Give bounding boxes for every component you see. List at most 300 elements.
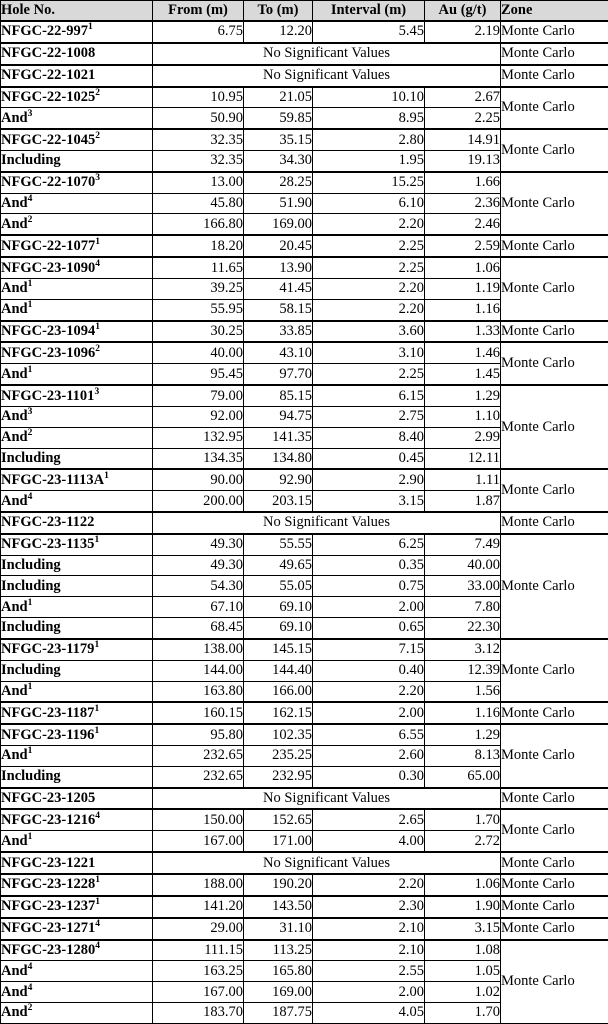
to-cell: 94.75 — [244, 406, 313, 427]
footnote-superscript: 1 — [27, 746, 33, 757]
footnote-superscript: 1 — [95, 875, 100, 886]
header-from: From (m) — [153, 1, 244, 22]
to-cell: 69.10 — [244, 597, 313, 618]
table-row — [1, 534, 608, 555]
hole-id-cell: And$^2$ — [1, 427, 153, 448]
footnote-superscript: 2 — [27, 1003, 33, 1014]
footnote-superscript: 2 — [27, 215, 33, 226]
no-significant-values-cell: No Significant Values — [153, 512, 501, 534]
hole-id-cell: NFGC-23-1205 — [1, 788, 153, 810]
footnote-superscript: 2 — [27, 428, 33, 439]
interval-cell: 3.60 — [313, 321, 425, 343]
footnote-superscript: 1 — [27, 300, 33, 311]
from-cell: 49.30 — [153, 534, 244, 555]
from-cell: 40.00 — [153, 342, 244, 363]
from-cell: 32.35 — [153, 129, 244, 150]
table-row — [1, 342, 608, 363]
to-cell: 13.90 — [244, 257, 313, 278]
au-grade-cell: 22.30 — [425, 618, 501, 639]
au-grade-cell: 1.87 — [425, 491, 501, 512]
hole-id-cell: And$^1$ — [1, 831, 153, 852]
au-grade-cell: 1.29 — [425, 385, 501, 406]
hole-id-cell: NFGC-22-1077$^1$ — [1, 235, 153, 257]
footnote-superscript: 4 — [95, 258, 100, 269]
table-row — [1, 87, 608, 108]
hole-id-cell: NFGC-23-1135$^1$ — [1, 534, 153, 555]
au-grade-cell: 1.45 — [425, 364, 501, 385]
from-cell: 163.25 — [153, 961, 244, 982]
au-grade-cell: 7.49 — [425, 534, 501, 555]
from-cell: 18.20 — [153, 235, 244, 257]
au-grade-cell: 1.16 — [425, 702, 501, 724]
from-cell: 166.80 — [153, 214, 244, 235]
zone-cell: Monte Carlo — [501, 896, 608, 918]
to-cell: 58.15 — [244, 299, 313, 320]
au-grade-cell: 1.11 — [425, 469, 501, 490]
footnote-superscript: 1 — [27, 831, 33, 842]
au-grade-cell: 1.16 — [425, 299, 501, 320]
footnote-superscript: 1 — [94, 535, 100, 546]
from-cell: 150.00 — [153, 809, 244, 830]
zone-cell: Monte Carlo — [501, 129, 608, 172]
interval-cell: 2.20 — [313, 214, 425, 235]
hole-id-cell: NFGC-23-1094$^1$ — [1, 321, 153, 343]
to-cell: 102.35 — [244, 724, 313, 745]
au-grade-cell: 1.70 — [425, 809, 501, 830]
to-cell: 55.05 — [244, 576, 313, 597]
hole-id-cell: Including — [1, 766, 153, 787]
hole-id-cell: NFGC-22-1008 — [1, 43, 153, 65]
from-cell: 11.65 — [153, 257, 244, 278]
interval-cell: 0.65 — [313, 618, 425, 639]
to-cell: 85.15 — [244, 385, 313, 406]
from-cell: 200.00 — [153, 491, 244, 512]
hole-id-cell: NFGC-23-1237$^1$ — [1, 896, 153, 918]
hole-id-cell: And$^4$ — [1, 961, 153, 982]
hole-id-cell: NFGC-$22-997^1$ — [1, 21, 153, 43]
footnote-superscript: 2 — [95, 344, 100, 355]
interval-cell: 8.95 — [313, 108, 425, 129]
au-grade-cell: 1.46 — [425, 342, 501, 363]
to-cell: 235.25 — [244, 746, 313, 767]
footnote-superscript: 1 — [88, 22, 93, 33]
from-cell: 54.30 — [153, 576, 244, 597]
table-row — [1, 512, 608, 534]
to-cell: 190.20 — [244, 874, 313, 896]
table-header — [1, 1, 608, 22]
to-cell: 92.90 — [244, 469, 313, 490]
interval-cell: 6.25 — [313, 534, 425, 555]
table-row — [1, 896, 608, 918]
from-cell: 92.00 — [153, 406, 244, 427]
hole-id-cell: NFGC-23-1221 — [1, 852, 153, 874]
zone-cell: Monte Carlo — [501, 21, 608, 43]
zone-cell: Monte Carlo — [501, 512, 608, 534]
no-significant-values-cell: No Significant Values — [153, 43, 501, 65]
table-row — [1, 65, 608, 87]
from-cell: 183.70 — [153, 1002, 244, 1023]
footnote-superscript: 4 — [95, 941, 100, 952]
footnote-superscript: 1 — [95, 897, 100, 908]
to-cell: 69.10 — [244, 618, 313, 639]
hole-id-cell: Including — [1, 555, 153, 576]
to-cell: 20.45 — [244, 235, 313, 257]
interval-cell: 0.35 — [313, 555, 425, 576]
au-grade-cell: 1.08 — [425, 940, 501, 961]
to-cell: 203.15 — [244, 491, 313, 512]
interval-cell: 2.10 — [313, 918, 425, 940]
au-grade-cell: 2.59 — [425, 235, 501, 257]
interval-cell: 2.00 — [313, 702, 425, 724]
to-cell: 33.85 — [244, 321, 313, 343]
interval-cell: 10.10 — [313, 87, 425, 108]
zone-cell: Monte Carlo — [501, 534, 608, 639]
zone-cell: Monte Carlo — [501, 321, 608, 343]
zone-cell: Monte Carlo — [501, 874, 608, 896]
from-cell: 90.00 — [153, 469, 244, 490]
au-grade-cell: 33.00 — [425, 576, 501, 597]
to-cell: 144.40 — [244, 660, 313, 681]
to-cell: 166.00 — [244, 681, 313, 702]
hole-id-cell: NFGC-22-1025$^2$ — [1, 87, 153, 108]
footnote-superscript: 3 — [94, 386, 100, 397]
interval-cell: 3.15 — [313, 491, 425, 512]
to-cell: 169.00 — [244, 214, 313, 235]
zone-cell: Monte Carlo — [501, 724, 608, 787]
from-cell: 141.20 — [153, 896, 244, 918]
header-row — [1, 1, 608, 22]
hole-id-cell: Including — [1, 660, 153, 681]
footnote-superscript: 4 — [27, 961, 33, 972]
zone-cell: Monte Carlo — [501, 469, 608, 512]
from-cell: 49.30 — [153, 555, 244, 576]
to-cell: 97.70 — [244, 364, 313, 385]
au-grade-cell: 12.11 — [425, 448, 501, 469]
footnote-superscript: 4 — [95, 811, 100, 822]
to-cell: 232.95 — [244, 766, 313, 787]
from-cell: 132.95 — [153, 427, 244, 448]
to-cell: 145.15 — [244, 639, 313, 660]
to-cell: 51.90 — [244, 193, 313, 214]
au-grade-cell: 2.72 — [425, 831, 501, 852]
au-grade-cell: 1.66 — [425, 172, 501, 193]
footnote-superscript: 1 — [27, 597, 33, 608]
to-cell: 169.00 — [244, 982, 313, 1003]
from-cell: 29.00 — [153, 918, 244, 940]
interval-cell: 1.95 — [313, 151, 425, 172]
to-cell: 55.55 — [244, 534, 313, 555]
table-row — [1, 702, 608, 724]
footnote-superscript: 3 — [27, 407, 33, 418]
zone-cell: Monte Carlo — [501, 257, 608, 320]
to-cell: 152.65 — [244, 809, 313, 830]
interval-cell: 2.25 — [313, 364, 425, 385]
from-cell: 138.00 — [153, 639, 244, 660]
interval-cell: 3.10 — [313, 342, 425, 363]
footnote-superscript: 1 — [95, 322, 100, 333]
zone-cell: Monte Carlo — [501, 852, 608, 874]
au-grade-cell: 12.39 — [425, 660, 501, 681]
au-grade-cell: 2.36 — [425, 193, 501, 214]
from-cell: 232.65 — [153, 766, 244, 787]
hole-id-cell: NFGC-23-1187$^1$ — [1, 702, 153, 724]
footnote-superscript: 1 — [94, 640, 100, 651]
interval-cell: 6.15 — [313, 385, 425, 406]
from-cell: 10.95 — [153, 87, 244, 108]
au-grade-cell: 1.10 — [425, 406, 501, 427]
table-row — [1, 639, 608, 660]
from-cell: 67.10 — [153, 597, 244, 618]
au-grade-cell: 2.25 — [425, 108, 501, 129]
table-row — [1, 788, 608, 810]
au-grade-cell: 1.70 — [425, 1002, 501, 1023]
footnote-superscript: 1 — [104, 470, 109, 481]
footnote-superscript: 4 — [95, 919, 100, 930]
zone-cell: Monte Carlo — [501, 172, 608, 235]
interval-cell: 6.10 — [313, 193, 425, 214]
no-significant-values-cell: No Significant Values — [153, 788, 501, 810]
header-zone: Zone — [501, 1, 608, 22]
au-grade-cell: 3.15 — [425, 918, 501, 940]
interval-cell: 2.25 — [313, 235, 425, 257]
from-cell: 111.15 — [153, 940, 244, 961]
header-au: Au (g/t) — [425, 1, 501, 22]
table-row — [1, 385, 608, 406]
header-hole-no: Hole No. — [1, 1, 153, 22]
au-grade-cell: 14.91 — [425, 129, 501, 150]
interval-cell: 2.00 — [313, 982, 425, 1003]
hole-id-cell: And$^1$ — [1, 364, 153, 385]
to-cell: 162.15 — [244, 702, 313, 724]
au-grade-cell: 8.13 — [425, 746, 501, 767]
zone-cell: Monte Carlo — [501, 235, 608, 257]
interval-cell: 2.10 — [313, 940, 425, 961]
interval-cell: 4.05 — [313, 1002, 425, 1023]
to-cell: 35.15 — [244, 129, 313, 150]
footnote-superscript: 1 — [27, 364, 33, 375]
hole-id-cell: And$^3$ — [1, 108, 153, 129]
to-cell: 49.65 — [244, 555, 313, 576]
table-row — [1, 874, 608, 896]
hole-id-cell: And$^4$ — [1, 491, 153, 512]
au-grade-cell: 1.06 — [425, 257, 501, 278]
footnote-superscript: 2 — [95, 88, 100, 99]
footnote-superscript: 4 — [27, 491, 33, 502]
zone-cell: Monte Carlo — [501, 342, 608, 385]
hole-id-cell: And$^2$ — [1, 1002, 153, 1023]
to-cell: 187.75 — [244, 1002, 313, 1023]
hole-id-cell: NFGC-23-1179$^1$ — [1, 639, 153, 660]
zone-cell: Monte Carlo — [501, 702, 608, 724]
table-row — [1, 257, 608, 278]
au-grade-cell: 7.80 — [425, 597, 501, 618]
footnote-superscript: 1 — [27, 682, 33, 693]
interval-cell: 2.30 — [313, 896, 425, 918]
footnote-superscript: 2 — [95, 130, 100, 141]
interval-cell: 2.75 — [313, 406, 425, 427]
interval-cell: 2.65 — [313, 809, 425, 830]
hole-id-cell: NFGC-22-1021 — [1, 65, 153, 87]
to-cell: 141.35 — [244, 427, 313, 448]
au-grade-cell: 2.19 — [425, 21, 501, 43]
hole-id-cell: Including — [1, 618, 153, 639]
hole-id-cell: And$^3$ — [1, 406, 153, 427]
to-cell: 143.50 — [244, 896, 313, 918]
to-cell: 12.20 — [244, 21, 313, 43]
footnote-superscript: 1 — [95, 236, 100, 247]
from-cell: 13.00 — [153, 172, 244, 193]
from-cell: 163.80 — [153, 681, 244, 702]
zone-cell: Monte Carlo — [501, 639, 608, 702]
hole-id-cell: And$^1$ — [1, 597, 153, 618]
footnote-superscript: 1 — [94, 725, 100, 736]
au-grade-cell: 2.67 — [425, 87, 501, 108]
interval-cell: 2.20 — [313, 681, 425, 702]
hole-id-cell: NFGC-23-1090$^4$ — [1, 257, 153, 278]
footnote-superscript: 1 — [94, 703, 100, 714]
to-cell: 34.30 — [244, 151, 313, 172]
hole-id-cell: And$^1$ — [1, 746, 153, 767]
table-row — [1, 469, 608, 490]
zone-cell: Monte Carlo — [501, 918, 608, 940]
from-cell: 167.00 — [153, 982, 244, 1003]
from-cell: 134.35 — [153, 448, 244, 469]
table-row — [1, 21, 608, 43]
interval-cell: 2.80 — [313, 129, 425, 150]
interval-cell: 5.45 — [313, 21, 425, 43]
table-row — [1, 940, 608, 961]
hole-id-cell: NFGC-22-1070$^3$ — [1, 172, 153, 193]
footnote-superscript: 3 — [95, 173, 100, 184]
interval-cell: 0.30 — [313, 766, 425, 787]
au-grade-cell: 1.19 — [425, 278, 501, 299]
from-cell: 167.00 — [153, 831, 244, 852]
table-row — [1, 172, 608, 193]
hole-id-cell: NFGC-22-1045$^2$ — [1, 129, 153, 150]
table-row — [1, 809, 608, 830]
au-grade-cell: 2.99 — [425, 427, 501, 448]
from-cell: 39.25 — [153, 278, 244, 299]
table-row — [1, 43, 608, 65]
table-row — [1, 129, 608, 150]
hole-id-cell: NFGC-23-1228$^1$ — [1, 874, 153, 896]
footnote-superscript: 1 — [27, 279, 33, 290]
interval-cell: 4.00 — [313, 831, 425, 852]
interval-cell: 6.55 — [313, 724, 425, 745]
interval-cell: 2.55 — [313, 961, 425, 982]
table-row — [1, 235, 608, 257]
hole-id-cell: NFGC-$23-1113A^1$ — [1, 469, 153, 490]
from-cell: 50.90 — [153, 108, 244, 129]
hole-id-cell: Including — [1, 151, 153, 172]
footnote-superscript: 4 — [27, 194, 33, 205]
zone-cell: Monte Carlo — [501, 788, 608, 810]
zone-cell: Monte Carlo — [501, 809, 608, 852]
hole-id-cell: NFGC-23-1280$^4$ — [1, 940, 153, 961]
table-row — [1, 321, 608, 343]
to-cell: 43.10 — [244, 342, 313, 363]
au-grade-cell: 1.05 — [425, 961, 501, 982]
to-cell: 165.80 — [244, 961, 313, 982]
to-cell: 171.00 — [244, 831, 313, 852]
zone-cell: Monte Carlo — [501, 940, 608, 1024]
interval-cell: 2.00 — [313, 597, 425, 618]
to-cell: 134.80 — [244, 448, 313, 469]
table-body — [1, 21, 608, 1024]
au-grade-cell: 1.90 — [425, 896, 501, 918]
au-grade-cell: 3.12 — [425, 639, 501, 660]
from-cell: 6.75 — [153, 21, 244, 43]
table-row — [1, 852, 608, 874]
from-cell: 188.00 — [153, 874, 244, 896]
au-grade-cell: 1.02 — [425, 982, 501, 1003]
au-grade-cell: 19.13 — [425, 151, 501, 172]
table-row — [1, 918, 608, 940]
interval-cell: 2.25 — [313, 257, 425, 278]
header-to: To (m) — [244, 1, 313, 22]
from-cell: 55.95 — [153, 299, 244, 320]
au-grade-cell: 65.00 — [425, 766, 501, 787]
zone-cell: Monte Carlo — [501, 43, 608, 65]
header-interval: Interval (m) — [313, 1, 425, 22]
to-cell: 21.05 — [244, 87, 313, 108]
interval-cell: 8.40 — [313, 427, 425, 448]
to-cell: 31.10 — [244, 918, 313, 940]
from-cell: 45.80 — [153, 193, 244, 214]
interval-cell: 2.90 — [313, 469, 425, 490]
to-cell: 113.25 — [244, 940, 313, 961]
from-cell: 160.15 — [153, 702, 244, 724]
hole-id-cell: NFGC-23-1196$^1$ — [1, 724, 153, 745]
hole-id-cell: NFGC-23-1216$^4$ — [1, 809, 153, 830]
au-grade-cell: 2.46 — [425, 214, 501, 235]
au-grade-cell: 1.06 — [425, 874, 501, 896]
hole-id-cell: And$^1$ — [1, 299, 153, 320]
au-grade-cell: 40.00 — [425, 555, 501, 576]
from-cell: 79.00 — [153, 385, 244, 406]
zone-cell: Monte Carlo — [501, 65, 608, 87]
from-cell: 95.45 — [153, 364, 244, 385]
interval-cell: 2.20 — [313, 278, 425, 299]
to-cell: 59.85 — [244, 108, 313, 129]
from-cell: 232.65 — [153, 746, 244, 767]
hole-id-cell: NFGC-23-1271$^4$ — [1, 918, 153, 940]
from-cell: 144.00 — [153, 660, 244, 681]
from-cell: 95.80 — [153, 724, 244, 745]
no-significant-values-cell: No Significant Values — [153, 65, 501, 87]
zone-cell: Monte Carlo — [501, 87, 608, 130]
hole-id-cell: And$^4$ — [1, 982, 153, 1003]
hole-id-cell: NFGC-23-1101$^3$ — [1, 385, 153, 406]
zone-cell: Monte Carlo — [501, 385, 608, 469]
hole-id-cell: Including — [1, 448, 153, 469]
to-cell: 28.25 — [244, 172, 313, 193]
footnote-superscript: 3 — [27, 108, 33, 119]
interval-cell: 2.20 — [313, 299, 425, 320]
hole-id-cell: And$^2$ — [1, 214, 153, 235]
interval-cell: 2.20 — [313, 874, 425, 896]
hole-id-cell: NFGC-23-1122 — [1, 512, 153, 534]
from-cell: 32.35 — [153, 151, 244, 172]
table-row — [1, 724, 608, 745]
interval-cell: 7.15 — [313, 639, 425, 660]
from-cell: 68.45 — [153, 618, 244, 639]
hole-id-cell: Including — [1, 576, 153, 597]
au-grade-cell: 1.56 — [425, 681, 501, 702]
no-significant-values-cell: No Significant Values — [153, 852, 501, 874]
interval-cell: 0.40 — [313, 660, 425, 681]
interval-cell: 2.60 — [313, 746, 425, 767]
